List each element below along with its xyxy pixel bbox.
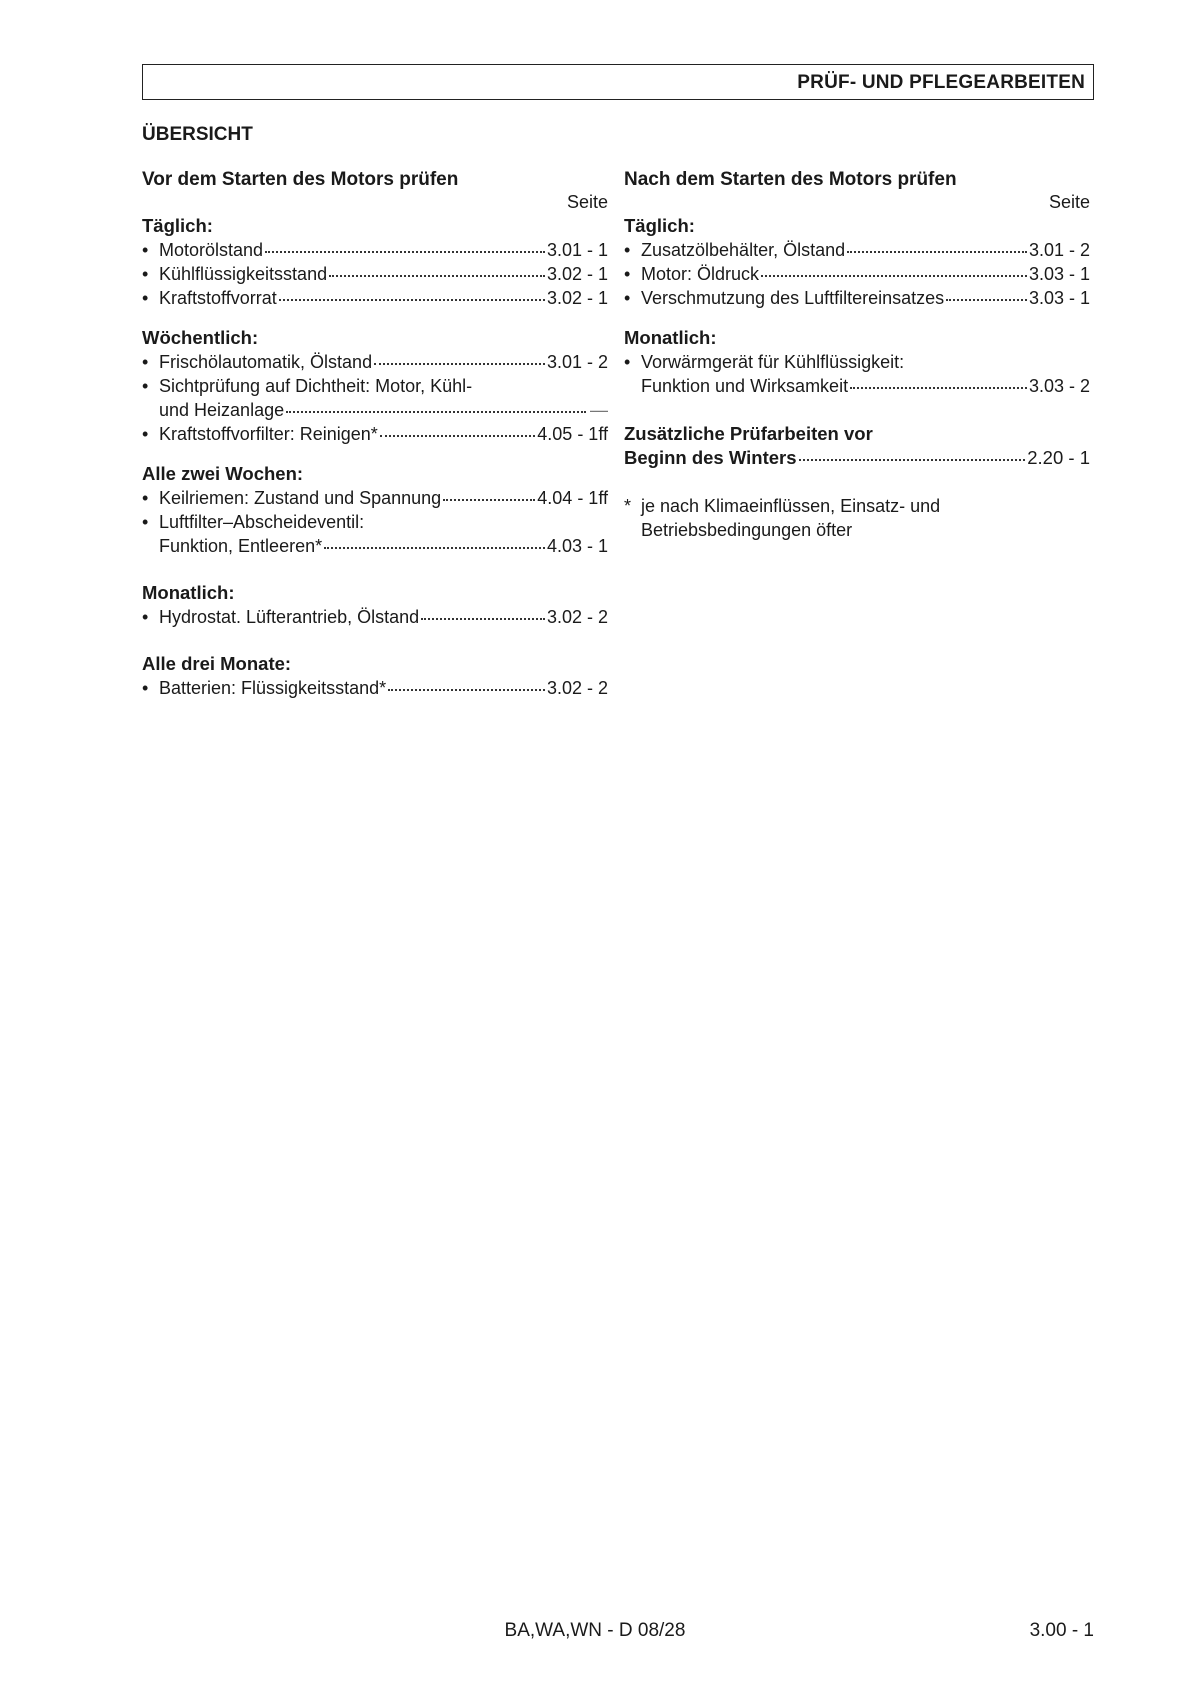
list-item: • Motorölstand 3.01 - 1	[142, 238, 608, 262]
left-group-daily	[142, 215, 608, 310]
item-page: 3.01 - 2	[546, 352, 608, 372]
item-text: Frischölautomatik, Ölstand	[159, 352, 373, 372]
list-item: • Verschmutzung des Luftfiltereinsatzes 3.03 - 1	[624, 286, 1090, 310]
item-page: 3.02 - 1	[546, 264, 608, 284]
section-title: ÜBERSICHT	[142, 124, 253, 145]
list-item: • Keilriemen: Zustand und Spannung 4.04 - 1ff	[142, 486, 608, 510]
item-page: 3.01 - 1	[546, 240, 608, 260]
right-column	[624, 169, 1090, 542]
left-group-weekly	[142, 327, 608, 446]
item-page: 3.03 - 1	[1028, 288, 1090, 308]
item-text: Keilriemen: Zustand und Spannung	[159, 488, 442, 508]
group-title: Zusätzliche Prüfarbeiten vor	[624, 423, 873, 444]
group-title: Wöchentlich:	[142, 327, 259, 348]
left-group-quarterly	[142, 653, 608, 700]
footnote-line2: Betriebsbedingungen öfter	[641, 520, 853, 540]
list-item: • Zusatzölbehälter, Ölstand 3.01 - 2	[624, 238, 1090, 262]
footer-doc-code: BA,WA,WN - D 08/28	[504, 1620, 686, 1641]
item-page: 4.05 - 1ff	[537, 424, 608, 444]
item-page: 3.03 - 1	[1028, 264, 1090, 284]
header-box	[142, 64, 1094, 100]
right-column-title: Nach dem Starten des Motors prüfen	[624, 169, 957, 190]
group-title: Monatlich:	[624, 327, 717, 348]
right-group-daily	[624, 215, 1090, 310]
list-item: • Batterien: Flüssigkeitsstand* 3.02 - 2	[142, 676, 608, 700]
item-text: Beginn des Winters	[624, 447, 797, 468]
item-text: Kraftstoffvorrat	[159, 288, 277, 308]
list-item: • Luftfilter–Abscheideventil: Funktion, Entleeren* 4.03 - 1	[142, 512, 608, 556]
left-column	[142, 169, 608, 717]
list-item: • Vorwärmgerät für Kühlflüssigkeit: Funktion und Wirksamkeit 3.03 - 2	[624, 352, 1090, 396]
item-text: Zusatzölbehälter, Ölstand	[641, 240, 846, 260]
right-seite-label: Seite	[1048, 192, 1090, 212]
right-group-winter	[624, 422, 1090, 470]
item-text: Hydrostat. Lüfterantrieb, Ölstand	[159, 607, 420, 627]
item-page: 3.02 - 2	[546, 678, 608, 698]
item-text: Kühlflüssigkeitsstand	[159, 264, 328, 284]
item-text: Motor: Öldruck	[641, 264, 760, 284]
list-item: • Hydrostat. Lüfterantrieb, Ölstand 3.02 - 2	[142, 605, 608, 629]
list-item: • Sichtprüfung auf Dichtheit: Motor, Kühl- und Heizanlage —	[142, 376, 608, 420]
item-text-line1: Vorwärmgerät für Kühlflüssigkeit:	[641, 352, 905, 372]
group-title: Täglich:	[624, 215, 695, 236]
item-text: Verschmutzung des Luftfiltereinsatzes	[641, 288, 945, 308]
item-text: Funktion und Wirksamkeit	[641, 376, 849, 396]
list-item: • Kraftstoffvorfilter: Reinigen* 4.05 - 1ff	[142, 422, 608, 446]
left-seite-label: Seite	[566, 192, 608, 212]
left-column-title: Vor dem Starten des Motors prüfen	[142, 169, 459, 190]
item-text: Motorölstand	[159, 240, 264, 260]
footer-page-number: 3.00 - 1	[1029, 1620, 1094, 1641]
left-group-biweekly	[142, 463, 608, 558]
item-page: 3.03 - 2	[1028, 376, 1090, 396]
item-text-line1: Sichtprüfung auf Dichtheit: Motor, Kühl-	[159, 376, 473, 396]
left-group-monthly	[142, 582, 608, 629]
item-page: 3.02 - 1	[546, 288, 608, 308]
footnote-line1: je nach Klimaeinflüssen, Einsatz- und	[641, 496, 941, 516]
item-text: und Heizanlage	[159, 400, 285, 420]
item-page: 4.04 - 1ff	[537, 488, 608, 508]
footnote	[624, 494, 1090, 542]
item-page: 4.03 - 1	[546, 536, 608, 556]
group-title: Monatlich:	[142, 582, 235, 603]
list-item: • Motor: Öldruck 3.03 - 1	[624, 262, 1090, 286]
group-title: Alle drei Monate:	[142, 653, 292, 674]
footnote-star: *	[624, 496, 632, 516]
item-text: Batterien: Flüssigkeitsstand*	[159, 678, 387, 698]
right-group-monthly	[624, 327, 1090, 398]
header-title: PRÜF- UND PFLEGEARBEITEN	[797, 72, 1085, 93]
list-item: • Frischölautomatik, Ölstand 3.01 - 2	[142, 350, 608, 374]
item-page: —	[590, 400, 608, 420]
item-text: Kraftstoffvorfilter: Reinigen*	[159, 424, 378, 444]
item-page: 3.02 - 2	[546, 607, 608, 627]
item-page: 3.01 - 2	[1028, 240, 1090, 260]
item-page: 2.20 - 1	[1027, 447, 1090, 468]
item-text-line1: Luftfilter–Abscheideventil:	[159, 512, 365, 532]
group-title: Alle zwei Wochen:	[142, 463, 304, 484]
group-title: Täglich:	[142, 215, 213, 236]
item-text: Funktion, Entleeren*	[159, 536, 323, 556]
list-item: • Kraftstoffvorrat 3.02 - 1	[142, 286, 608, 310]
list-item: • Kühlflüssigkeitsstand 3.02 - 1	[142, 262, 608, 286]
